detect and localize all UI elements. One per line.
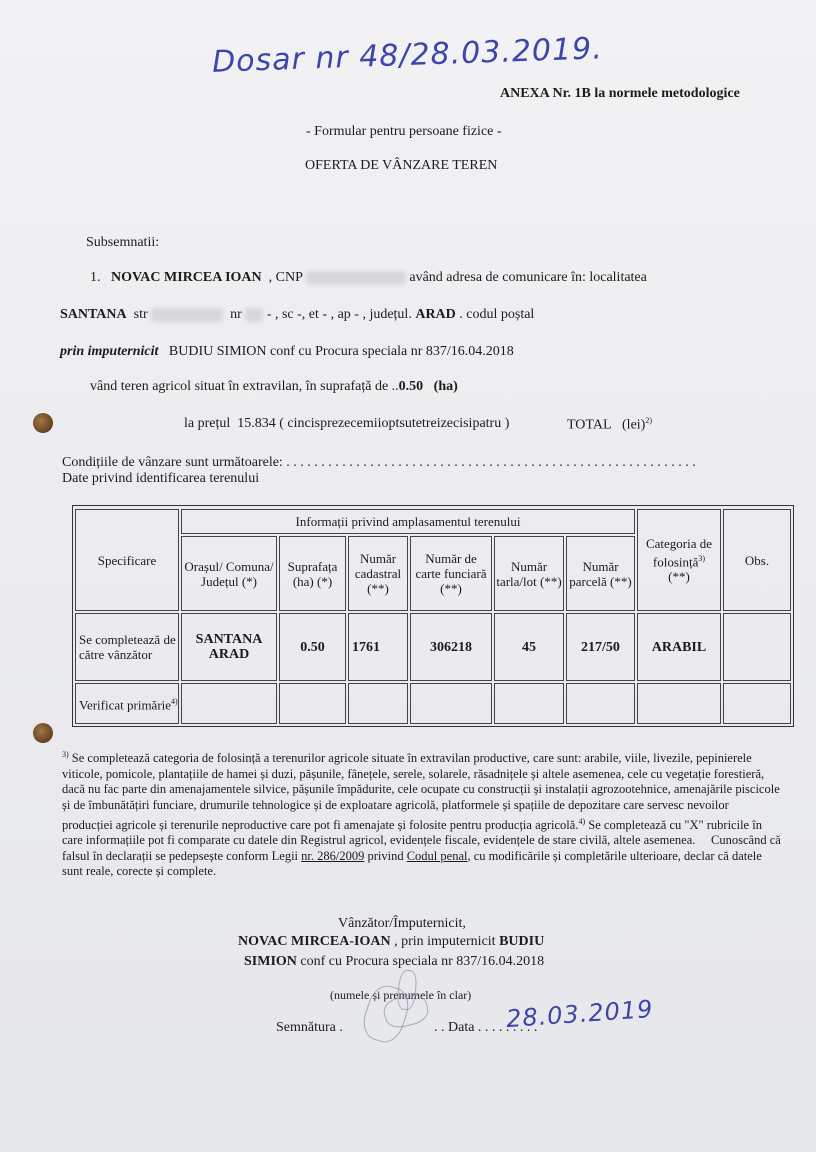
- redacted-number: [245, 308, 263, 322]
- total-text: TOTAL: [567, 417, 612, 433]
- footnote-3-text: Se completează categoria de folosință a terenurilor agricole situate în extravilan productive, care sunt: arabile, viile, livezile, pepinierele viticole, pomicole, plantațiile de hamei și duzi, pășunile, fânețele, serele, solarele, răsadnițele și altele asemenea, cele cu vegetație forestieră, dacă nu fac parte din amenajamentele silvice, pășunile împădurite, cele ocupate cu construcții și instalații agrozootehnice, amenajările piscicole și de îmbunătățiri funciare, drumurile tehnologice și de exploatare agricolă, platformele și spațiile de depozitare care servesc nevoilor producției agricole și terenurile neproductive care pot fi amenajate și folosite pentru producția agricolă.: [62, 751, 780, 832]
- price-line: [184, 416, 509, 432]
- row-seller-tarla: 45: [494, 613, 564, 681]
- name-in-clear-hint: (numele și prenumele în clar): [330, 988, 472, 1002]
- row-verified-suprafata: [279, 683, 346, 724]
- signature-role: Vânzător/Împuternicit,: [338, 916, 466, 931]
- sale-conditions: Condițiile de vânzare sunt următoarele: . . . . . . . . . . . . . . . . . . . . . . . . . . . . . . . . . . . . . . . . . . . . . . . . . . . . . . . . . . .: [62, 455, 696, 470]
- row-verified-tarla: [494, 683, 564, 724]
- header-obs: Obs.: [723, 509, 791, 611]
- address-rest: - , sc -, et - , ap - , județul.: [266, 307, 412, 322]
- land-text: vând teren agricol situat în extravilan, în suprafață de ..: [90, 379, 399, 394]
- proxy-name-first: BUDIU: [499, 934, 545, 949]
- row-seller-categoria: ARABIL: [637, 613, 721, 681]
- categoria-suffix: (**): [668, 569, 690, 585]
- row-verified-cadastral: [348, 683, 408, 724]
- proxy-text: BUDIU SIMION conf cu Procura speciala nr 837/16.04.2018: [168, 344, 514, 359]
- verified-text: Verificat primărie: [79, 697, 172, 713]
- header-cadastral: Număr cadastral (**): [348, 536, 408, 611]
- address-line: [60, 307, 534, 323]
- proxy-label: prin imputernicit: [60, 344, 159, 359]
- declaration-text: Cunoscând că falsul în declarații se pedepsește conform Legii: [62, 833, 781, 863]
- header-specificare: Specificare: [75, 509, 179, 611]
- total-unit: (lei): [622, 417, 646, 433]
- row-seller-label: Se completează de către vânzător: [75, 613, 179, 681]
- subsemnatii-label: Subsemnatii:: [86, 235, 160, 250]
- handwritten-date: 28.03.2019: [505, 994, 655, 1034]
- street-label: str: [133, 307, 148, 322]
- land-table: [72, 505, 794, 727]
- verified-footnote-ref: 4): [171, 697, 178, 707]
- county: ARAD: [415, 307, 456, 322]
- row-seller-oras: SANTANA ARAD: [181, 613, 277, 681]
- price-label: la prețul: [184, 416, 231, 431]
- postal-code-label: . codul poștal: [459, 307, 535, 322]
- row-seller-carte-funciara: 306218: [410, 613, 492, 681]
- row-verified-categoria: [637, 683, 721, 724]
- row-verified-parcela: [566, 683, 635, 724]
- total-footnote-ref: 2): [645, 416, 653, 425]
- row-verified-label: [75, 683, 179, 724]
- land-identification-heading: Date privind identificarea terenului: [62, 471, 260, 486]
- land-area: 0.50: [398, 379, 424, 394]
- categoria-label: Categoria de folosință: [645, 535, 713, 570]
- header-suprafata: Suprafața (ha) (*): [279, 536, 346, 611]
- footnote-3-ref: 3): [62, 750, 69, 759]
- punch-hole: [33, 413, 53, 433]
- proxy-procura: conf cu Procura speciala nr 837/16.04.2018: [300, 954, 545, 969]
- price-value: 15.834 ( cincisprezecemiioptsutetreizecisipatru ): [237, 416, 510, 431]
- header-location-group: Informații privind amplasamentul terenului: [181, 509, 635, 534]
- penal-code-reference: Codul penal: [406, 848, 468, 863]
- signer-name: NOVAC MIRCEA-IOAN: [238, 934, 391, 949]
- header-tarla: Număr tarla/lot (**): [494, 536, 564, 611]
- footnote-4-text: Se completează cu "X" rubricile în care informațiile pot fi comparate cu datele din Registrul agricol, evidențele fiscale, evidențele de stare civilă, altele asemenea.: [62, 817, 762, 848]
- date-label: . . Data . . . . . . . . .: [434, 1020, 538, 1035]
- handwritten-dossier-number: Dosar nr 48/28.03.2019.: [211, 31, 604, 80]
- land-line: [90, 379, 458, 395]
- punch-hole: [33, 723, 53, 743]
- law-reference: nr. 286/2009: [301, 848, 365, 863]
- declaration-privind: privind: [367, 848, 404, 863]
- header-categoria: [637, 509, 721, 611]
- total-label: [567, 416, 652, 434]
- footnote-4-ref: 4): [578, 816, 586, 826]
- signer-proxy-mid: , prin imputernicit: [394, 934, 496, 949]
- row-seller-cadastral: 1761: [348, 613, 408, 681]
- document-title: OFERTA DE VÂNZARE TEREN: [305, 158, 498, 173]
- redacted-cnp: [306, 271, 406, 285]
- categoria-footnote-ref: 3): [698, 553, 706, 563]
- row-seller-obs: [723, 613, 791, 681]
- cnp-label: , CNP: [268, 270, 303, 285]
- row-verified-oras: [181, 683, 277, 724]
- locality: SANTANA: [60, 307, 127, 322]
- item-number: 1.: [90, 270, 101, 285]
- header-parcela: Număr parcelă (**): [566, 536, 635, 611]
- footnotes: [62, 747, 782, 880]
- declaration-end: , cu modificările și completările ulterioare, declar că datele sunt reale, corecte și complete.: [62, 848, 762, 879]
- redacted-street: [151, 308, 223, 322]
- signature-name-line: [238, 934, 544, 950]
- number-label: nr: [230, 307, 242, 322]
- header-carte-funciara: Număr de carte funciară (**): [410, 536, 492, 611]
- row-seller-parcela: 217/50: [566, 613, 635, 681]
- proxy-name-second: SIMION: [244, 954, 297, 969]
- annex-title: ANEXA Nr. 1B la normele metodologice: [500, 86, 740, 101]
- header-oras: Orașul/ Comuna/ Județul (*): [181, 536, 277, 611]
- signature-proxy-line: [244, 954, 544, 970]
- person-line: [90, 270, 647, 286]
- proxy-line: [60, 344, 514, 360]
- row-verified-obs: [723, 683, 791, 724]
- form-type: - Formular pentru persoane fizice -: [306, 124, 502, 139]
- address-intro: având adresa de comunicare în: localitatea: [409, 270, 647, 285]
- row-seller-suprafata: 0.50: [279, 613, 346, 681]
- person-name: NOVAC MIRCEA IOAN: [111, 270, 262, 285]
- row-verified-carte-funciara: [410, 683, 492, 724]
- signature-label: Semnătura .: [276, 1020, 343, 1035]
- land-unit: (ha): [433, 379, 458, 394]
